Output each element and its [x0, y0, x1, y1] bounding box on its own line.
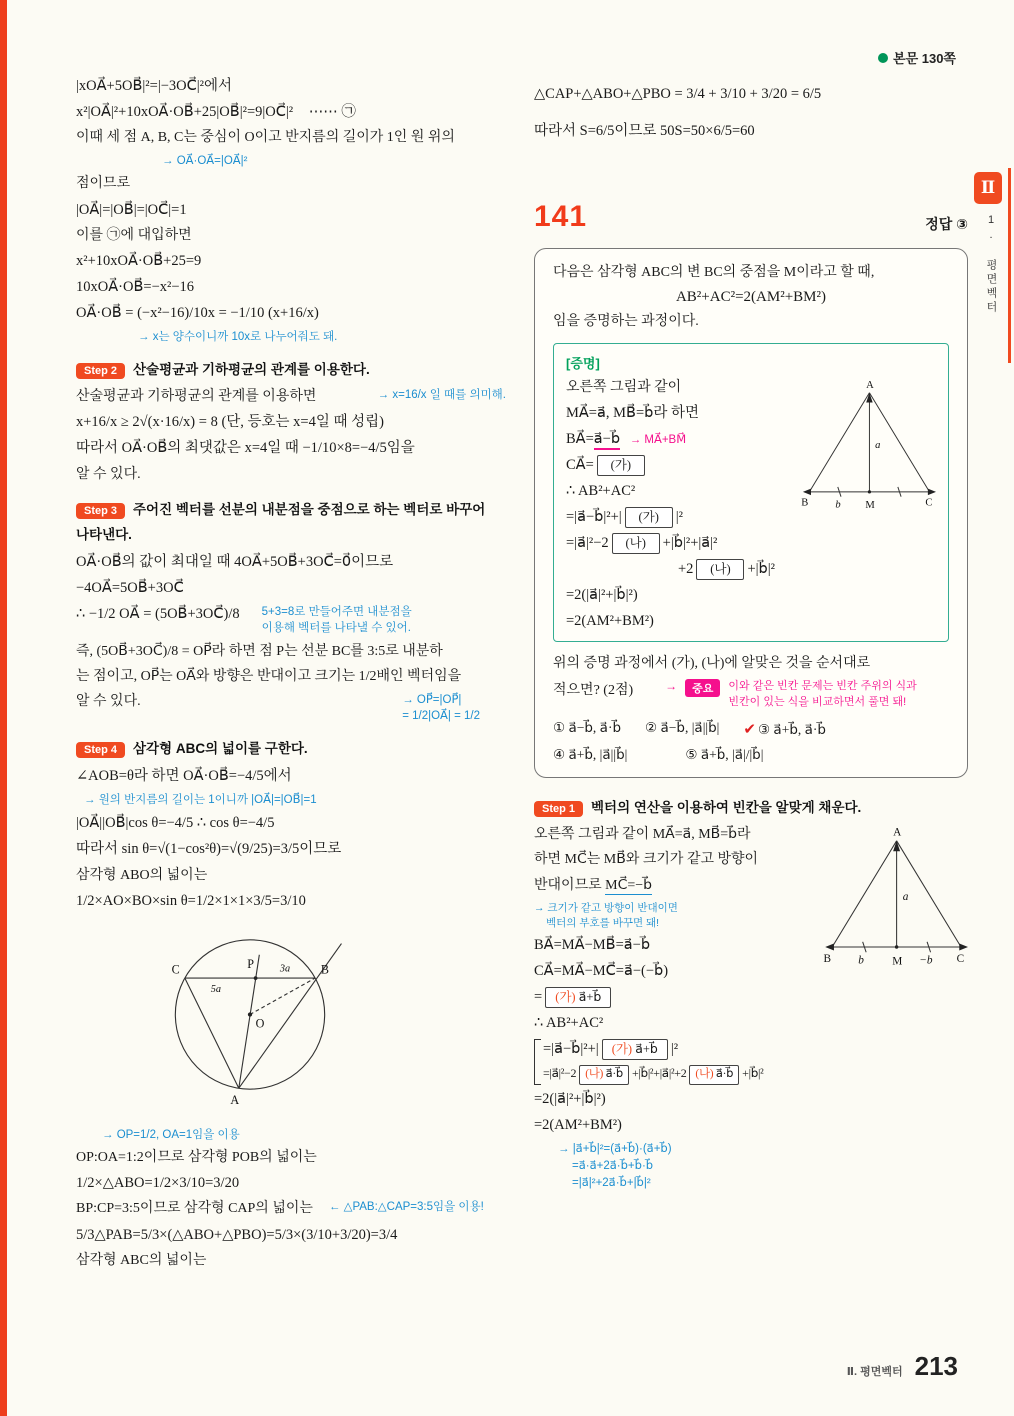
formula-line: ∴ AB²+AC²	[534, 1015, 604, 1032]
annotation: → x=16/x 일 때를 의미해.	[377, 389, 506, 402]
label-C: C	[171, 962, 180, 977]
important-text	[728, 679, 916, 710]
answer-label: 정답 ③	[925, 216, 968, 233]
formula: =|a⃗|²−2	[543, 1066, 577, 1081]
right-column	[534, 84, 968, 1193]
formula-line	[543, 1039, 968, 1060]
solution-annotation	[558, 1141, 968, 1193]
blank-na: (나)	[612, 533, 660, 554]
step-title: 벡터의 연산을 이용하여 빈칸을 알맞게 채운다.	[591, 800, 862, 816]
label-M: M	[892, 955, 903, 968]
text-line: 즉, (5OB⃗+3OC⃗)/8 = OP⃗라 하면 점 P는 선분 BC를 3:5로 내분하	[76, 643, 443, 659]
text-line	[76, 387, 506, 407]
problem-number: 141	[534, 200, 588, 234]
formula-line: 10xOA⃗·OB⃗=−x²−16	[76, 279, 195, 296]
formula-line	[76, 102, 506, 123]
question-line	[553, 679, 949, 710]
blank-na: (나)	[696, 559, 744, 580]
label-B: B	[320, 962, 330, 977]
text: 산술평균과 기하평균의 관계를 이용하면	[76, 389, 317, 405]
problem-box	[534, 248, 968, 778]
radius-OB	[250, 978, 315, 1014]
label-5a: 5a	[210, 983, 222, 995]
solution-block	[534, 825, 968, 1192]
blank-ga: (가)	[625, 507, 673, 528]
annotation-line: 벡터의 부호를 바꾸면 돼!	[546, 916, 660, 929]
formula-line	[76, 604, 506, 636]
step-badge: Step 4	[76, 742, 125, 758]
formula-line: |OA⃗||OB⃗|cos θ=−4/5 ∴ cos θ=−4/5	[76, 815, 275, 832]
step-title: 산술평균과 기하평균의 관계를 이용한다.	[133, 362, 370, 378]
formula-line: CA⃗=MA⃗−MC⃗=a⃗−(−b⃗)	[534, 963, 669, 980]
formula-line: 5/3△PAB=5/3×(△ABO+△PBO)=5/3×(3/10+3/20)=3/4	[76, 1226, 398, 1243]
formula-line: =2(AM²+BM²)	[566, 613, 654, 630]
choice-2: ② a⃗−b⃗, |a⃗||b⃗|	[645, 720, 720, 736]
blank-tag: (가)	[611, 1042, 633, 1057]
question-text: 적으면? (2점)	[553, 683, 634, 699]
annotation: → OA⃗·OA⃗=|OA⃗|²	[162, 155, 248, 168]
text-line: 다음은 삼각형 ABC의 변 BC의 중점을 M이라고 할 때,	[553, 265, 875, 281]
annotation-line: =a⃗·a⃗+2a⃗·b⃗+b⃗·b⃗	[572, 1160, 654, 1173]
text-line: 임을 증명하는 과정이다.	[553, 314, 699, 330]
choice-4: ④ a⃗+b⃗, |a⃗||b⃗|	[553, 747, 628, 763]
formula: +|b⃗|²	[742, 1066, 764, 1081]
highlighted-vector: a⃗−b⃗	[594, 431, 620, 450]
circle-diagram	[110, 917, 390, 1125]
underlined-formula: MC⃗=−b⃗	[605, 877, 653, 893]
label-B: B	[823, 952, 832, 965]
arrowhead-a	[866, 392, 872, 402]
label-A: A	[866, 379, 874, 391]
annotation-line: = 1/2|OA⃗| = 1/2	[402, 710, 480, 723]
formula-line: 1/2×AO×BO×sin θ=1/2×1×1×3/5=3/10	[76, 892, 306, 909]
proof-triangle-diagram	[798, 378, 936, 518]
text-line: 삼각형 ABO의 넓이는	[76, 867, 208, 883]
blank-value: a⃗·b⃗	[715, 1068, 734, 1081]
arrowhead-left	[825, 944, 834, 951]
step4-header	[76, 737, 506, 758]
label-a-vector: a⃗	[875, 439, 889, 451]
label-P: P	[247, 956, 254, 971]
formula-line: |OA⃗|=|OB⃗|=|OC⃗|=1	[76, 201, 187, 218]
arrowhead-a	[893, 841, 900, 851]
text-line: 오른쪽 그림과 같이	[566, 379, 682, 395]
check-icon: ✔	[743, 722, 756, 739]
bracket-group	[534, 1039, 968, 1084]
formula-line: MA⃗=a⃗, MB⃗=b⃗라 하면	[566, 404, 699, 421]
blank-tag: (나)	[695, 1068, 714, 1081]
important-line: 이와 같은 빈칸 문제는 빈칸 주위의 식과	[728, 680, 917, 693]
text: 반대이므로	[534, 877, 606, 893]
annotation-line: → |a⃗+b⃗|²=(a⃗+b⃗)·(a⃗+b⃗)	[558, 1142, 672, 1155]
label-3a: 3a	[279, 963, 291, 975]
label-M: M	[865, 499, 875, 511]
point-O	[248, 1012, 252, 1016]
formula: =|a⃗|²−2	[566, 535, 609, 551]
formula-line: ∴ AB²+AC²	[566, 482, 636, 499]
page-number: 213	[914, 1351, 958, 1381]
annotation-line: → 크기가 같고 방향이 반대이면	[534, 902, 678, 915]
annotation-line: 이용해 벡터를 나타낼 수 있어.	[261, 622, 411, 635]
blank-tag: (나)	[585, 1068, 604, 1081]
choice-3-text: ③ a⃗+b⃗, a⃗·b⃗	[757, 722, 826, 738]
formula: =|a⃗−b⃗|²+|	[543, 1041, 599, 1058]
label-a-vector: a⃗	[902, 891, 918, 904]
formula-line	[543, 1065, 968, 1084]
label-b-vector: b⃗	[835, 498, 849, 510]
chapter-tab-rule	[1008, 168, 1011, 363]
formula-line	[678, 559, 936, 580]
formula: =|a⃗−b⃗|²+|	[566, 508, 622, 525]
formula-line: =2(|a⃗|²+|b⃗|²)	[566, 587, 638, 604]
formula-line: OA⃗·OB⃗의 값이 최대일 때 4OA⃗+5OB⃗+3OC⃗=0⃗이므로	[76, 554, 394, 571]
problem-header	[534, 200, 968, 234]
annotation-line: =|a⃗|²+2a⃗·b⃗+|b⃗|²	[572, 1177, 651, 1190]
blank-ga-filled	[545, 987, 611, 1008]
point-P	[254, 976, 258, 980]
label-A: A	[230, 1092, 240, 1107]
annotation: → x는 양수이니까 10x로 나누어줘도 돼.	[138, 331, 338, 344]
proof-box	[553, 343, 949, 642]
text: 알 수 있다.	[76, 694, 141, 710]
formula-line: 따라서 OA⃗·OB⃗의 최댓값은 x=4일 때 −1/10×8=−4/5임을	[76, 440, 415, 457]
step-badge: Step 2	[76, 363, 125, 379]
text-line: 는 점이고, OP⃗는 OA⃗와 방향은 반대이고 크기는 1/2배인 벡터임을	[76, 668, 462, 684]
choices-row-1	[553, 720, 949, 739]
formula: |²	[670, 1041, 679, 1058]
text-line	[76, 692, 506, 724]
formula-line: 따라서 S=6/5이므로 50S=50×6/5=60	[534, 123, 755, 140]
annotation: → OP=1/2, OA=1임을 이용	[102, 1128, 240, 1141]
step-badge: Step 1	[534, 801, 583, 817]
blank-value: a⃗+b⃗	[578, 990, 602, 1005]
formula: =	[534, 989, 543, 1006]
text-line: 점이므로	[76, 176, 131, 192]
formula-line: AB²+AC²=2(AM²+BM²)	[675, 289, 827, 306]
formula-line	[534, 987, 968, 1008]
formula-line: x²+10xOA⃗·OB⃗+25=9	[76, 253, 202, 270]
page-footer	[847, 1351, 958, 1382]
arrowhead-right	[959, 944, 968, 951]
text: BP:CP=3:5이므로 삼각형 CAP의 넓이는	[76, 1201, 313, 1217]
side-AB	[832, 841, 896, 947]
formula: x²|OA⃗|²+10xOA⃗·OB⃗+25|OB⃗|²=9|OC⃗|²	[76, 104, 294, 121]
step-badge: Step 3	[76, 503, 125, 519]
blank-na-filled	[579, 1065, 629, 1084]
pink-annotation: → MA⃗+BM⃗	[629, 433, 687, 446]
annotation-line: 5+3=8로 만들어주면 내분점을	[261, 606, 412, 619]
label-b-vector: b⃗	[858, 954, 873, 967]
formula: +|b⃗|²+|a⃗|²	[662, 535, 718, 551]
formula-line: BA⃗=MA⃗−MB⃗=a⃗−b⃗	[534, 937, 651, 954]
formula: +2	[678, 561, 694, 578]
label-O: O	[255, 1016, 265, 1031]
annotation: → 원의 반지름의 길이는 1이니까 |OA⃗|=|OB⃗|=1	[84, 794, 317, 807]
side-AB	[809, 392, 869, 491]
formula-line: =2(|a⃗|²+|b⃗|²)	[534, 1090, 606, 1107]
text-line	[76, 1199, 506, 1219]
important-line: 빈칸이 있는 식을 비교하면서 풀면 돼!	[728, 695, 907, 708]
page-edge-accent	[0, 0, 7, 1416]
formula-line: ∠AOB=θ라 하면 OA⃗·OB⃗=−4/5에서	[76, 768, 292, 785]
formula-line: |xOA⃗+5OB⃗|²=|−3OC⃗|²에서	[76, 78, 233, 94]
solution-triangle-diagram	[820, 825, 968, 975]
formula-line: −4OA⃗=5OB⃗+3OC⃗	[76, 580, 184, 597]
chapter-roman: Ⅱ	[974, 172, 1002, 204]
step-title: 주어진 벡터를 선분의 내분점을 중점으로 하는 벡터로 바꾸어	[133, 501, 486, 517]
important-note	[665, 679, 917, 710]
formula: +|b⃗|²+|a⃗|²+2	[631, 1066, 687, 1081]
formula: |²	[675, 508, 683, 525]
chapter-label: 1. 평면벡터	[985, 214, 997, 315]
annotation	[262, 604, 412, 636]
blank-tag: (가)	[555, 990, 576, 1005]
formula-line: OA⃗·OB⃗ = (−x²−16)/10x = −1/10 (x+16/x)	[76, 305, 319, 322]
label-C: C	[956, 952, 965, 965]
text-line: 하면 MC⃗는 MB⃗와 크기가 같고 방향이	[534, 852, 759, 868]
formula: BA⃗=	[566, 430, 594, 447]
formula-line: 따라서 sin θ=√(1−cos²θ)=√(9/25)=3/5이므로	[76, 841, 342, 858]
bullet-icon	[878, 53, 888, 63]
formula: ∴ −1/2 OA⃗ = (5OB⃗+3OC⃗)/8	[76, 606, 240, 623]
text-line: 삼각형 ABC의 넓이는	[76, 1252, 207, 1268]
step3-header	[76, 498, 506, 519]
chapter-tab	[974, 172, 1004, 315]
formula: CA⃗=	[566, 456, 594, 473]
blank-ga: (가)	[597, 455, 645, 476]
step-title: 삼각형 ABC의 넓이를 구한다.	[133, 741, 308, 757]
left-column	[76, 76, 506, 1276]
step-title-cont: 나타낸다.	[76, 526, 132, 542]
label-minus-b-vector: −b⃗	[919, 954, 942, 967]
formula-line: 1/2×△ABO=1/2×3/10=3/20	[76, 1175, 240, 1192]
formula: +|b⃗|²	[747, 561, 775, 578]
reference-note	[878, 48, 956, 67]
choices-row-2	[553, 747, 949, 763]
blank-na-filled	[689, 1065, 739, 1084]
equation-tag: ⋯⋯ ㉠	[308, 104, 356, 121]
question-line: 위의 증명 과정에서 (가), (나)에 알맞은 것을 순서대로	[553, 656, 871, 672]
arrowhead-left	[803, 488, 811, 494]
step1-header	[534, 796, 968, 817]
text-line: OP:OA=1:2이므로 삼각형 POB의 넓이는	[76, 1149, 317, 1165]
arrow-icon: →	[665, 679, 678, 694]
step2-header	[76, 358, 506, 379]
label-B: B	[801, 497, 809, 509]
blank-value: a⃗+b⃗	[635, 1042, 658, 1057]
text-line: 오른쪽 그림과 같이 MA⃗=a⃗, MB⃗=b⃗라	[534, 827, 751, 843]
formula-line: x+16/x ≥ 2√(x·16/x) = 8 (단, 등호는 x=4일 때 성립)	[76, 414, 384, 431]
annotation	[402, 692, 480, 724]
important-badge: 중요	[685, 679, 720, 697]
point-M	[868, 490, 871, 493]
point-M	[895, 945, 898, 948]
annotation: ← △PAB:△CAP=3:5임을 이용!	[328, 1201, 484, 1214]
reference-text: 본문 130쪽	[893, 51, 956, 66]
formula-line	[566, 533, 936, 554]
text-line: 알 수 있다.	[76, 466, 141, 482]
choice-5: ⑤ a⃗+b⃗, |a⃗|/|b⃗|	[685, 747, 764, 763]
label-A: A	[893, 826, 902, 839]
blank-ga-filled	[602, 1039, 668, 1060]
choice-3	[743, 720, 826, 739]
label-C: C	[925, 497, 933, 509]
arrowhead-right	[928, 488, 936, 494]
proof-label: [증명]	[566, 355, 600, 371]
blank-value: a⃗·b⃗	[605, 1068, 623, 1081]
footer-chapter: Ⅱ. 평면벡터	[846, 1366, 903, 1378]
choice-1: ① a⃗−b⃗, a⃗·b⃗	[553, 720, 622, 736]
formula-line: △CAP+△ABO+△PBO = 3/4 + 3/10 + 3/20 = 6/5	[534, 86, 822, 102]
text-line: 이때 세 점 A, B, C는 중심이 O이고 반지름의 길이가 1인 원 위의	[76, 130, 455, 146]
annotation-line: → OP⃗=|OP⃗|	[402, 694, 462, 707]
formula-line: =2(AM²+BM²)	[534, 1116, 622, 1133]
text-line: 이를 ㉠에 대입하면	[76, 227, 192, 243]
